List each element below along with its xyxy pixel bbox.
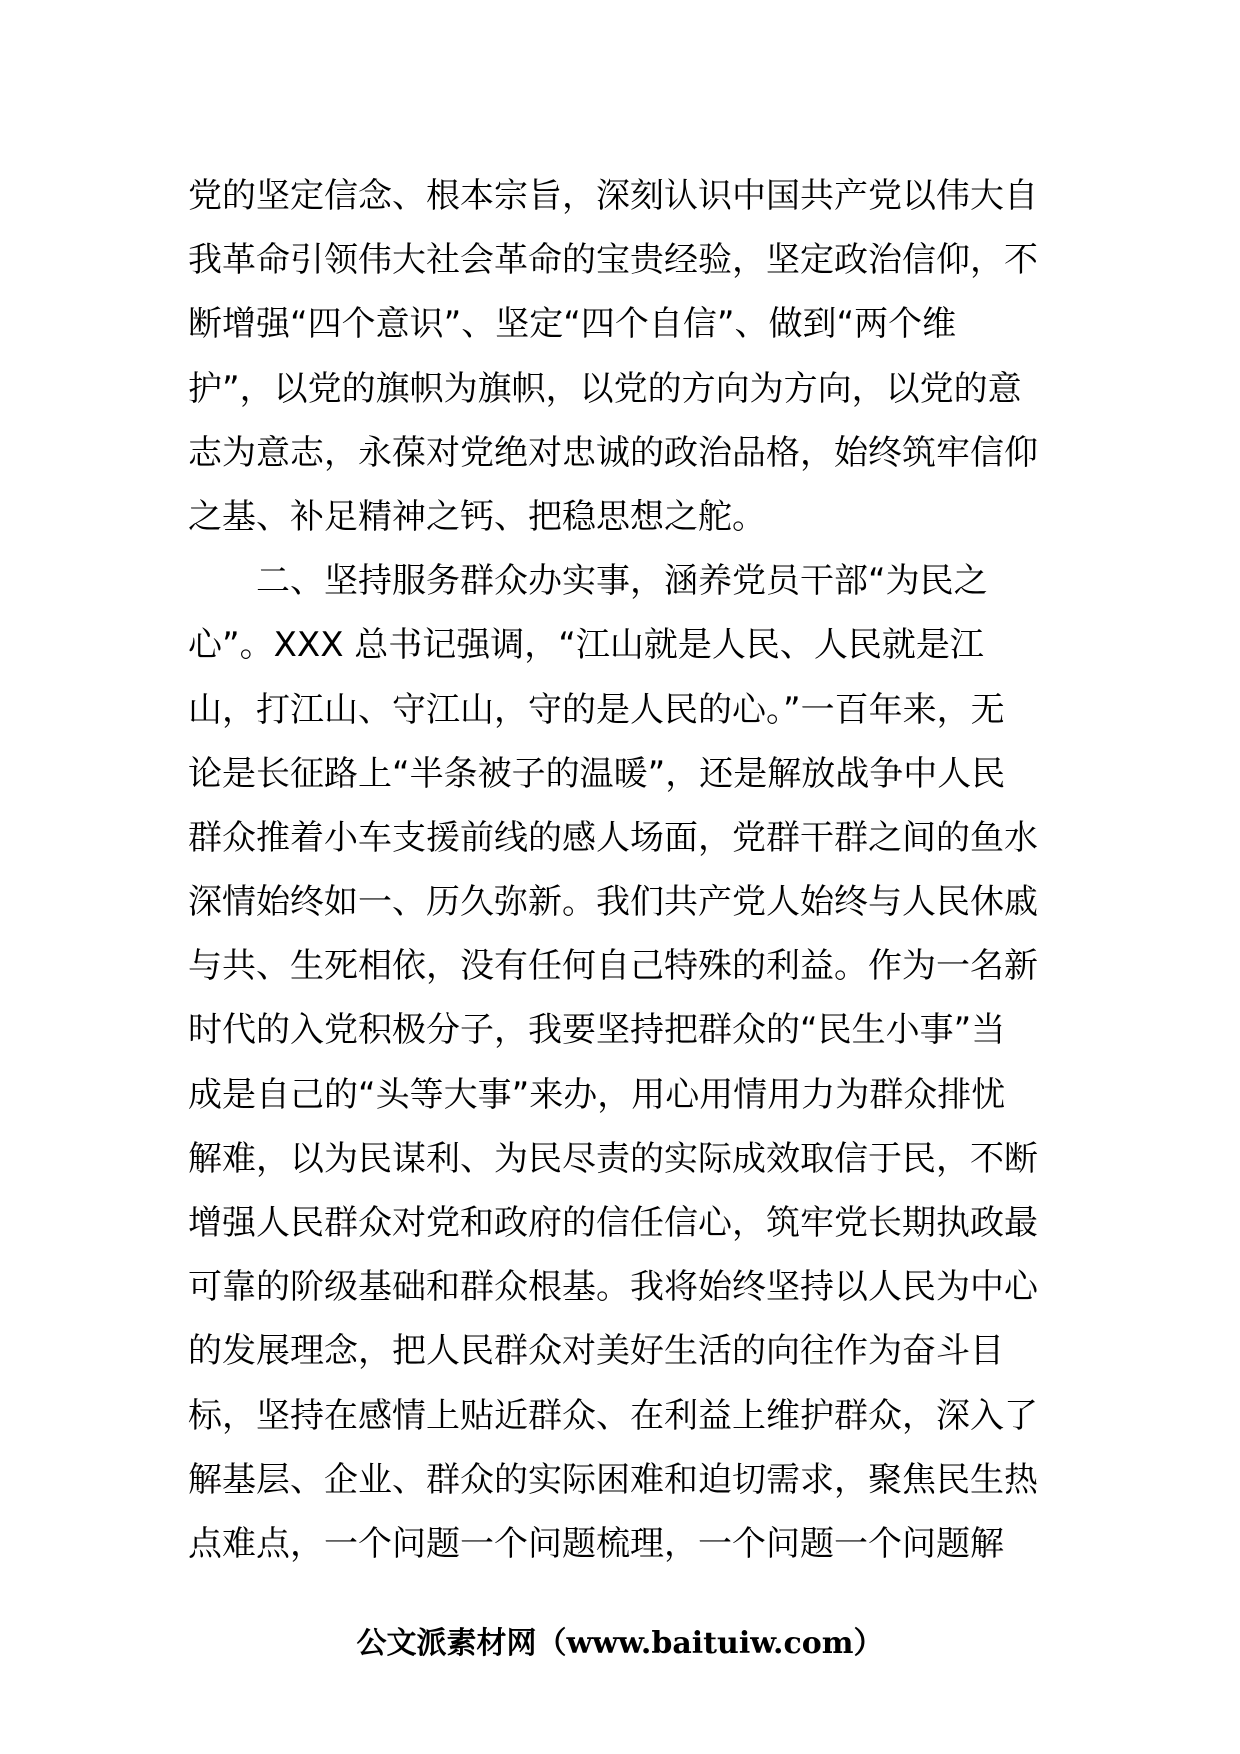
text-line: 我革命引领伟大社会革命的宝贵经验，坚定政治信仰，不 bbox=[188, 240, 1038, 281]
text-line: 深情始终如一、历久弥新。我们共产党人始终与人民休戚 bbox=[188, 882, 1038, 923]
text-line: 解难，以为民谋利、为民尽责的实际成效取信于民，不断 bbox=[188, 1138, 1038, 1179]
text-line: 之基、补足精神之钙、把稳思想之舵。 bbox=[188, 496, 766, 537]
text-line: 时代的入党积极分子，我要坚持把群众的“民生小事”当 bbox=[188, 1010, 1006, 1051]
text-line: 党的坚定信念、根本宗旨，深刻认识中国共产党以伟大自 bbox=[188, 176, 1038, 216]
text-line: 志为意志，永葆对党绝对忠诚的政治品格，始终筑牢信仰 bbox=[188, 432, 1038, 473]
text-line: 论是长征路上“半条被子的温暖”，还是解放战争中人民 bbox=[188, 753, 1006, 794]
section-heading-line: 二、坚持服务群众办实事，涵养党员干部“为民之 bbox=[188, 561, 988, 602]
text-line: 断增强“四个意识”、坚定“四个自信”、做到“两个维 bbox=[188, 304, 957, 345]
text-line: 山，打江山、守江山，守的是人民的心。”一百年来，无 bbox=[188, 689, 1005, 730]
text-line: 护”，以党的旗帜为旗帜，以党的方向为方向，以党的意 bbox=[188, 368, 1022, 409]
text-line: 成是自己的“头等大事”来办，用心用情用力为群众排忧 bbox=[188, 1074, 1006, 1115]
page-footer: 公文派素材网（www.baituiw.com） bbox=[356, 1626, 884, 1661]
text-line: 的发展理念，把人民群众对美好生活的向往作为奋斗目 bbox=[188, 1331, 1004, 1372]
body-text bbox=[188, 164, 1058, 1576]
text-line: 群众推着小车支援前线的感人场面，党群干群之间的鱼水 bbox=[188, 817, 1038, 858]
text-line: 与共、生死相依，没有任何自己特殊的利益。作为一名新 bbox=[188, 946, 1038, 987]
text-line: 增强人民群众对党和政府的信任信心，筑牢党长期执政最 bbox=[188, 1203, 1038, 1243]
text-line: 点难点，一个问题一个问题梳理，一个问题一个问题解 bbox=[188, 1523, 1004, 1564]
text-line: 心”。XXX 总书记强调，“江山就是人民、人民就是江 bbox=[188, 625, 984, 666]
text-line: 标，坚持在感情上贴近群众、在利益上维护群众，深入了 bbox=[188, 1395, 1038, 1436]
text-line: 解基层、企业、群众的实际困难和迫切需求，聚焦民生热 bbox=[188, 1459, 1038, 1500]
text-line: 可靠的阶级基础和群众根基。我将始终坚持以人民为中心 bbox=[188, 1267, 1038, 1308]
